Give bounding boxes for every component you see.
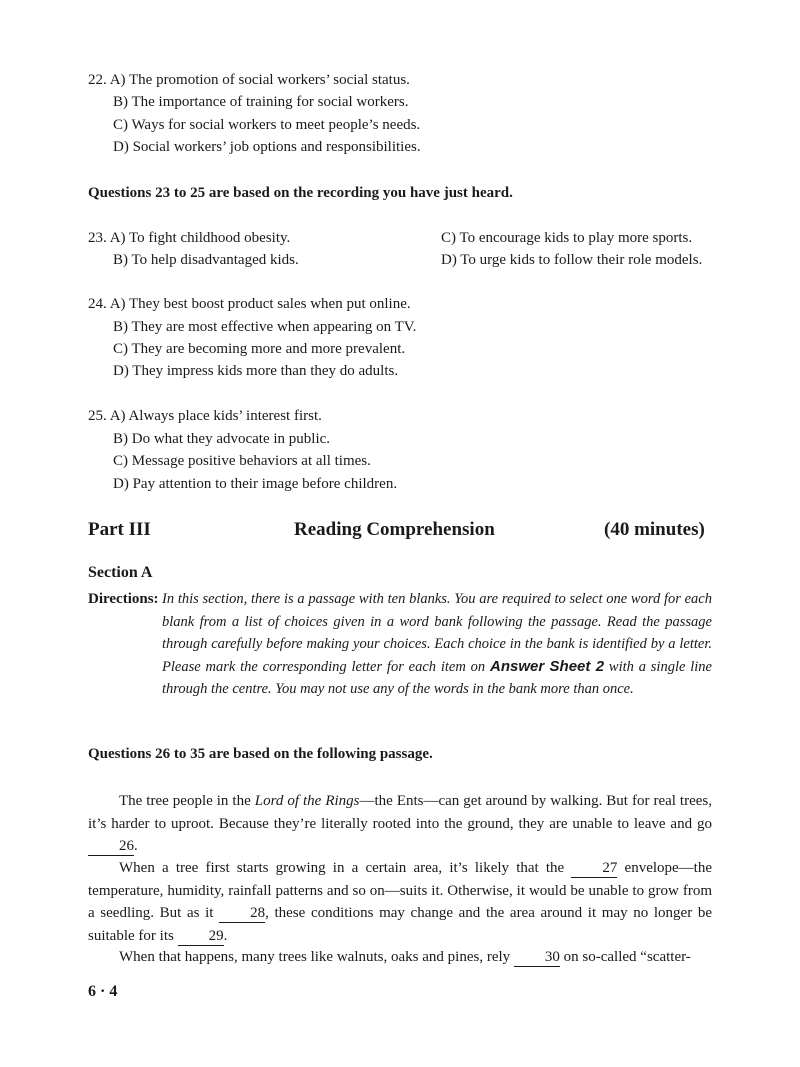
passage-paragraph-3	[88, 946, 712, 969]
passage-paragraph-2	[88, 857, 712, 947]
p2-text-d: .	[223, 927, 228, 944]
q24-number: 24.	[88, 296, 107, 312]
blank-30: 30	[514, 948, 560, 967]
page-number: 6 · 4	[88, 983, 118, 1000]
p2-text-c: , these conditions may change and the area around it may no longer be suitable for its	[88, 905, 712, 944]
part-time: (40 minutes)	[604, 519, 705, 540]
q25-option-a-line	[88, 406, 322, 426]
group-heading-23-25: Questions 23 to 25 are based on the recording you have just heard.	[88, 185, 513, 201]
blank-26: 26	[88, 837, 134, 856]
directions-text-2: with a single line through the centre. You may not use any of the words in the bank more than once.	[162, 658, 712, 697]
q22-number: 22.	[88, 72, 107, 88]
q24-option-a-line	[88, 294, 411, 314]
q25-option-c: C) Message positive behaviors at all times.	[113, 453, 371, 469]
book-title: Lord of the Rings	[254, 793, 360, 809]
directions-text-1: In this section, there is a passage with ten blanks. You are required to select one word for each blank from a list of choices given in a word bank following the passage. Read the passage through carefully before making your choices. Each choice in the bank is identified by a letter. Please mark the corresponding letter for each item on	[162, 591, 712, 675]
p3-text-a: When that happens, many trees like walnuts, oaks and pines, rely	[119, 949, 514, 965]
passage-paragraph-1	[88, 790, 712, 858]
q22-option-a: A) The promotion of social workers’ social status.	[109, 72, 410, 88]
q25-option-a: A) Always place kids’ interest first.	[109, 408, 322, 424]
q22-option-d: D) Social workers’ job options and responsibilities.	[113, 139, 421, 155]
directions-label: Directions:	[88, 591, 159, 607]
part-title: Reading Comprehension	[294, 519, 495, 540]
blank-27: 27	[571, 859, 617, 878]
q23-option-a: A) To fight childhood obesity.	[109, 230, 291, 246]
q24-option-b: B) They are most effective when appearing on TV.	[113, 319, 417, 335]
p1-text-b: —the Ents—can get around by walking. But for real trees, it’s harder to uproot. Because they’re literally rooted into the ground, they are unable to leave and go	[88, 793, 712, 832]
q22-option-c: C) Ways for social workers to meet people’s needs.	[113, 117, 421, 133]
q23-option-d: D) To urge kids to follow their role models.	[441, 252, 703, 268]
q23-number: 23.	[88, 230, 107, 246]
p1-text-a: The tree people in the	[119, 793, 255, 809]
q24-option-a: A) They best boost product sales when put online.	[109, 296, 411, 312]
blank-28: 28	[219, 904, 265, 923]
q24-option-d: D) They impress kids more than they do adults.	[113, 363, 399, 379]
section-title: Section A	[88, 564, 153, 581]
answer-sheet-label: Answer Sheet 2	[489, 657, 605, 675]
q25-option-b: B) Do what they advocate in public.	[113, 431, 331, 447]
directions-text	[162, 588, 712, 701]
part-label: Part III	[88, 519, 151, 540]
q24-option-c: C) They are becoming more and more prevalent.	[113, 341, 406, 357]
p1-text-c: .	[134, 838, 138, 854]
p2-text-b: envelope—the temperature, humidity, rainfall patterns and so on—suits it. Otherwise, it would be unable to grow from a seedling. But as it	[88, 860, 712, 921]
q23-option-a-line	[88, 228, 290, 248]
blank-29: 29	[178, 927, 224, 946]
p2-text-a: When a tree first starts growing in a certain area, it’s likely that the	[119, 860, 572, 876]
p3-text-b: on so-called “scatter-	[559, 949, 691, 965]
q23-option-c: C) To encourage kids to play more sports.	[441, 230, 693, 246]
q22-option-b: B) The importance of training for social workers.	[113, 94, 409, 110]
q22-option-a-line	[88, 70, 410, 90]
passage-heading: Questions 26 to 35 are based on the following passage.	[88, 746, 433, 762]
q23-option-b: B) To help disadvantaged kids.	[113, 252, 299, 268]
q25-number: 25.	[88, 408, 107, 424]
q25-option-d: D) Pay attention to their image before children.	[113, 476, 398, 492]
